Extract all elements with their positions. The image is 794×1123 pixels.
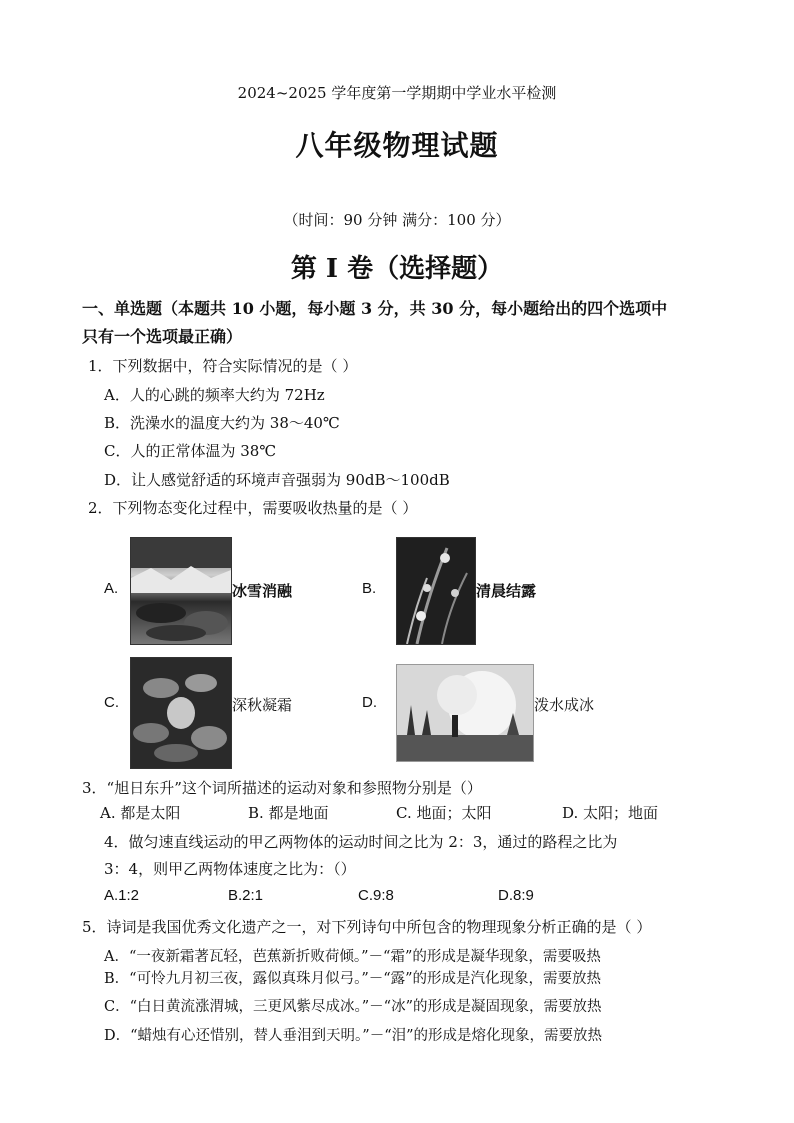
q3-stem: 3．“旭日东升”这个词所描述的运动对象和参照物分别是（）: [82, 779, 482, 797]
time-info: （时间：90 分钟 满分：100 分）: [283, 211, 511, 229]
volume-title: 第 I 卷（选择题）: [290, 254, 504, 284]
q1-option-a: A．人的心跳的频率大约为 72Hz: [104, 386, 325, 404]
q2-option-d-caption: 泼水成冰: [534, 696, 595, 714]
q4-option-b: B.2:1: [228, 887, 264, 904]
q2-option-c-caption: 深秋凝霜: [232, 696, 293, 714]
exam-name: 2024~2025 学年度第一学期期中学业水平检测: [237, 84, 557, 102]
q4-option-c: C.9:8: [358, 887, 394, 904]
q2-option-b-caption: 清晨结露: [476, 582, 537, 600]
q2-stem: 2．下列物态变化过程中，需要吸收热量的是（ ）: [88, 499, 418, 517]
section-heading-line2: 只有一个选项最正确）: [82, 327, 243, 346]
q5-option-c: C．“白日黄流涨渭城，三更风紫尽成冰。”－“冰”的形成是凝固现象，需要放热: [104, 999, 602, 1015]
frost-photo: [130, 657, 232, 769]
q5-option-d: D．“蜡烛有心还惜别，替人垂泪到天明。”－“泪”的形成是熔化现象，需要放热: [104, 1028, 603, 1044]
q4-stem-line1: 4．做匀速直线运动的甲乙两物体的运动时间之比为 2：3，通过的路程之比为: [104, 833, 618, 851]
q5-option-b: B．“可怜九月初三夜，露似真珠月似弓。”－“露”的形成是汽化现象，需要放热: [104, 971, 602, 987]
splash-ice-photo: [396, 664, 534, 762]
melting-ice-photo: [130, 537, 232, 645]
section-heading-line1: 一、单选题（本题共 10 小题，每小题 3 分，共 30 分，每小题给出的四个选项中: [82, 299, 668, 318]
q5-option-a: A．“一夜新霜著瓦轻，芭蕉新折败荷倾。”－“霜”的形成是凝华现象，需要吸热: [104, 949, 601, 965]
q1-stem: 1．下列数据中，符合实际情况的是（ ）: [88, 357, 358, 375]
q5-stem: 5．诗词是我国优秀文化遗产之一，对下列诗句中所包含的物理现象分析正确的是（ ）: [82, 918, 652, 936]
q1-option-c: C．人的正常体温为 38℃: [104, 442, 277, 460]
q4-stem-line2: 3：4，则甲乙两物体速度之比为：（）: [104, 860, 356, 878]
q2-option-b-letter: B.: [362, 580, 377, 597]
q1-option-d: D．让人感觉舒适的环境声音强弱为 90dB～100dB: [104, 471, 450, 489]
dew-photo: [396, 537, 476, 645]
q1-option-b: B．洗澡水的温度大约为 38～40℃: [104, 414, 340, 432]
q4-option-a: A.1:2: [104, 887, 140, 904]
page-title: 八年级物理试题: [295, 129, 499, 162]
q2-option-d-letter: D.: [362, 694, 377, 711]
q3-option-d: D. 太阳；地面: [562, 804, 659, 822]
q2-option-c-letter: C.: [104, 694, 119, 711]
q3-option-b: B. 都是地面: [248, 804, 329, 822]
q3-option-c: C. 地面；太阳: [396, 804, 492, 822]
q2-option-a-letter: A.: [104, 580, 119, 597]
q2-option-a-caption: 冰雪消融: [232, 582, 293, 600]
q3-option-a: A. 都是太阳: [100, 804, 181, 822]
q4-option-d: D.8:9: [498, 887, 534, 904]
